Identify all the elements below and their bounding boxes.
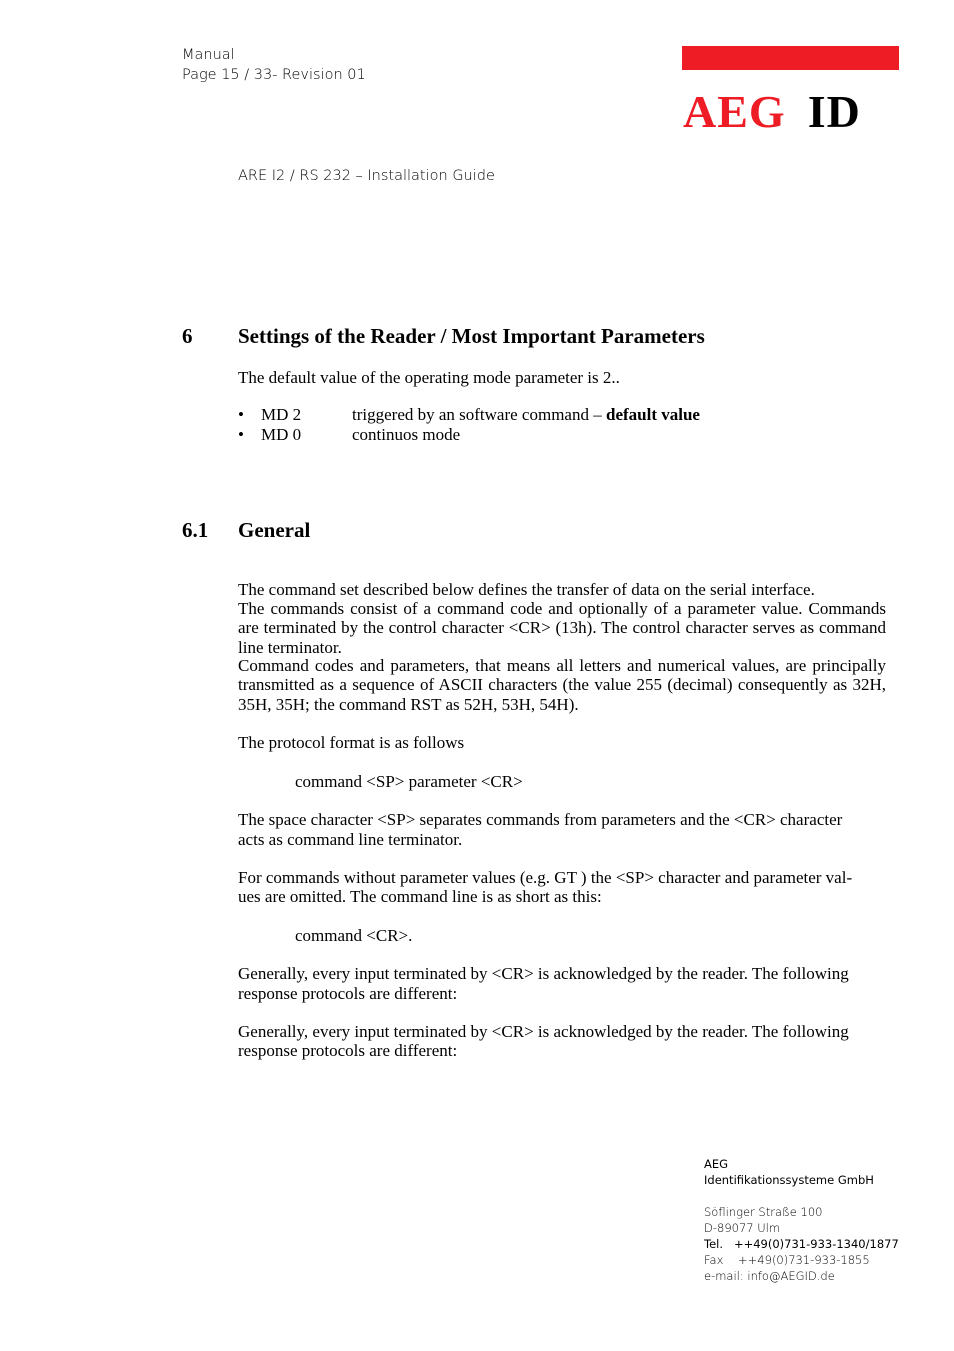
paragraph-8-line1: Generally, every input terminated by <CR> is acknowledged by the reader. The following [238,1022,849,1041]
footer-city: D-89077 Ulm [704,1221,781,1235]
paragraph-4: The protocol format is as follows [238,733,465,752]
section-6-intro: The default value of the operating mode parameter is 2.. [238,368,620,387]
code-example-1: command <SP> parameter <CR> [295,772,523,791]
paragraph-3: Command codes and parameters, that means all letters and numerical values, are principally transmitted as a sequence of ASCII characters (the value 255 (decimal) consequently as 32H, 35H, 35H; the command RST as 52H, 53H, 54H). [238,656,886,714]
paragraph-1: The command set described below defines the transfer of data on the serial interface. [238,580,815,599]
document-type: Manual [182,47,235,63]
page-number: Page 15 / 33- Revision 01 [182,67,366,83]
footer-company-1: AEG [704,1157,729,1171]
section-61-number: 6.1 [182,518,209,542]
bullet-dot: • [238,425,244,444]
footer-tel: Tel. ++49(0)731-933-1340/1877 [704,1237,899,1251]
paragraph-6-line2: ues are omitted. The command line is as short as this: [238,887,602,906]
aeg-id-logo [683,88,900,136]
section-6-title: Settings of the Reader / Most Important Parameters [238,324,705,348]
paragraph-6-line1: For commands without parameter values (e.g. GT ) the <SP> character and parameter val- [238,868,853,887]
bullet-key: MD 2 [261,405,302,424]
bullet-text: triggered by an software command – [352,405,606,424]
paragraph-7-line1: Generally, every input terminated by <CR> is acknowledged by the reader. The following [238,964,849,983]
footer-company-2: Identifikationssysteme GmbH [704,1173,874,1187]
paragraph-8-line2: response protocols are different: [238,1041,458,1060]
brand-red-bar [682,46,899,70]
code-example-2: command <CR>. [295,926,413,945]
logo-id-text: ID [807,86,861,137]
paragraph-5-line1: The space character <SP> separates commands from parameters and the <CR> character [238,810,843,829]
bullet-text: continuos mode [352,425,461,444]
paragraph-7-line2: response protocols are different: [238,984,458,1003]
section-61-title: General [238,518,311,542]
bullet-bold: default value [605,405,700,424]
bullet-key: MD 0 [261,425,302,444]
section-6-number: 6 [182,324,193,348]
bullet-md0 [238,425,460,445]
paragraph-2: The commands consist of a command code and optionally of a parameter value. Commands are terminated by the control character <CR> (13h). The control character serves as command line terminator. [238,599,886,657]
footer-fax: Fax ++49(0)731-933-1855 [704,1253,870,1267]
footer-street: Söflinger Straße 100 [704,1205,823,1219]
footer-email: e-mail: info@AEGID.de [704,1269,835,1283]
logo-aeg-text: AEG [683,86,786,137]
paragraph-5-line2: acts as command line terminator. [238,830,463,849]
bullet-md2 [238,405,700,425]
document-subtitle: ARE I2 / RS 232 – Installation Guide [238,168,495,184]
bullet-dot: • [238,405,244,424]
